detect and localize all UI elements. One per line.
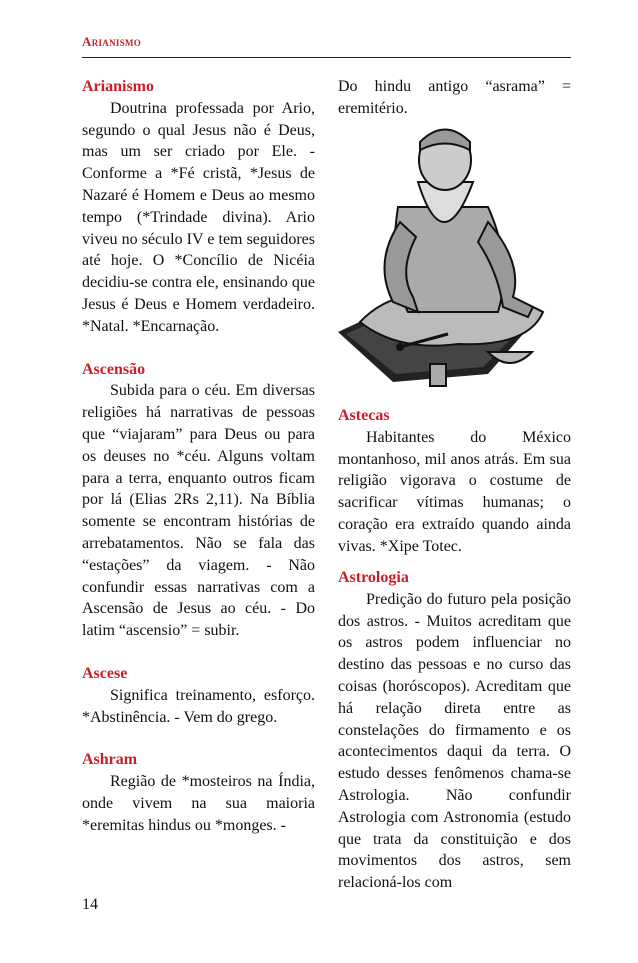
- entry-ashram: [82, 749, 315, 836]
- running-header: [82, 34, 571, 50]
- entry-term: Arianismo: [82, 78, 154, 95]
- entry-astecas: [338, 405, 571, 558]
- entry-text: Região de *mosteiros na Índia, onde vivem na sua maioria *eremitas hindus ou *monges. -: [82, 773, 315, 834]
- entry-term: Ashram: [82, 751, 138, 769]
- entry-arianismo: [82, 76, 315, 338]
- entry-text: Habitantes do México montanhoso, mil anos atrás. Em sua religião vigorava o costume de sacrificar vítimas humanas; o coração era extraído quando ainda vivas. *Xipe Totec.: [338, 428, 571, 555]
- entry-term: Ascensão: [82, 360, 146, 378]
- entry-text: Doutrina professada por Ario, segundo o qual Jesus não é Deus, mas um ser criado por Ele. - Conforme a *Fé cristã, *Jesus de Nazaré é Homem e Deus ao mesmo tempo (*Trindade divina). Ario viveu no século IV e tem seguidores até hoje. O *Concílio de Nicéia decidiu-se contra ele, ensinando que Jesus é Deus e Homem verdadeiro. *Natal. *Encarnação.: [82, 99, 315, 335]
- entry-term: Astecas: [338, 407, 390, 424]
- entry-ascensao: [82, 359, 315, 642]
- header-rule: [82, 57, 571, 58]
- entry-text: Significa treinamento, esforço. *Abstinência. - Vem do grego.: [82, 686, 315, 726]
- entry-astrologia: [338, 567, 571, 894]
- page-number: 14: [82, 896, 98, 913]
- entry-ascese: [82, 663, 315, 728]
- entry-term: Astrologia: [338, 569, 409, 586]
- hermit-icon: [338, 112, 571, 394]
- left-column: [82, 76, 315, 858]
- entry-text: Predição do futuro pela posição dos astros. - Muitos acreditam que os astros podem influenciar no destino das pessoas e no curso das coisas (horóscopos). Acreditam que há relação direta entre as constelações do firmamento e os acontecimentos daqui da terra. O estudo desses fenômenos chama-se Astrologia. Não confundir Astrologia com Astronomia (estudo que trata da constituição e dos movimentos dos astros, sem relacioná-los com: [338, 590, 571, 892]
- entry-term: Ascese: [82, 664, 128, 682]
- ashram-continuation: Do hindu antigo “asrama” = eremitério.: [338, 78, 571, 117]
- meditating-hermit-illustration: [338, 112, 571, 394]
- entry-text: Subida para o céu. Em diversas religiões há narrativas de pessoas que “viajaram” para Deus ou para os deuses no *céu. Alguns voltam para a terra, enquanto outros ficam por lá (Elias 2Rs 2,11). Na Bíblia somente se encontram histórias de arrebatamentos. Não se fala das “estações” da viagem. - Não confundir essas narrativas com a Ascensão de Jesus ao céu. - Do latim “ascensio” = subir.: [82, 382, 315, 640]
- running-header-text: Arianismo: [82, 34, 142, 49]
